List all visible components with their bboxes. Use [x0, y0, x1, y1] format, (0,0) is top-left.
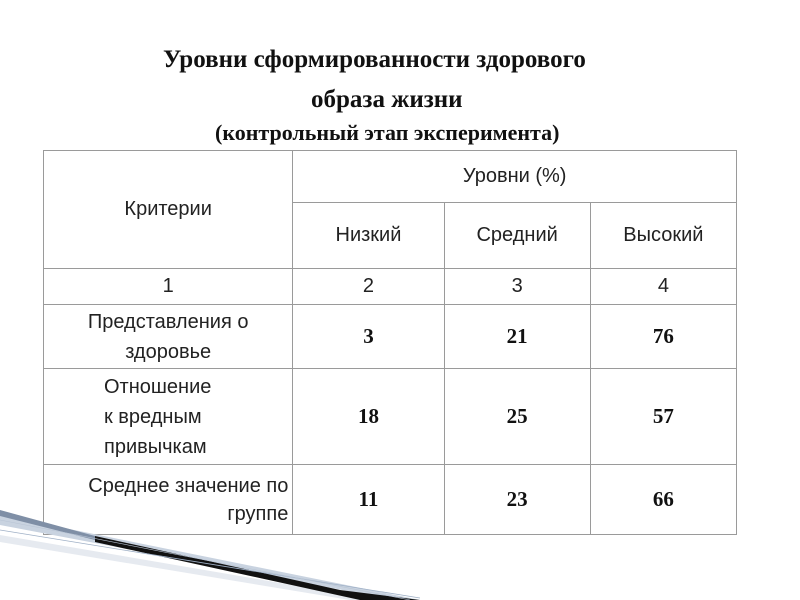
table-row — [44, 305, 737, 369]
criteria-header: Критерии — [44, 151, 293, 269]
column-number: 4 — [590, 269, 736, 305]
swoosh-line — [0, 520, 410, 600]
row-label-line: к вредным — [104, 405, 202, 428]
value-high: 66 — [590, 465, 736, 535]
column-number-row — [44, 269, 737, 305]
level-name-low: Низкий — [293, 203, 444, 269]
row-label-line: здоровье — [125, 340, 212, 363]
row-label — [44, 369, 293, 465]
swoosh-line — [0, 530, 420, 598]
row-label-line: Среднее значение по — [88, 474, 289, 497]
value-low: 3 — [293, 305, 444, 369]
levels-header: Уровни (%) — [293, 151, 737, 203]
level-name-medium: Средний — [444, 203, 590, 269]
column-number: 3 — [444, 269, 590, 305]
table-row — [44, 369, 737, 465]
value-high: 57 — [590, 369, 736, 465]
header-row-levels — [44, 151, 737, 203]
row-label-line: привычкам — [104, 435, 207, 458]
decorative-swoosh — [0, 480, 420, 600]
value-medium: 21 — [444, 305, 590, 369]
row-label-line: Отношение — [104, 375, 212, 398]
subtitle: (контрольный этап эксперимента) — [215, 120, 560, 145]
title-line-2: образа жизни — [311, 86, 463, 113]
value-low: 11 — [293, 465, 444, 535]
value-low: 18 — [293, 369, 444, 465]
title-line-1: Уровни сформированности здорового — [163, 46, 586, 73]
value-medium: 23 — [444, 465, 590, 535]
value-medium: 25 — [444, 369, 590, 465]
column-number: 1 — [44, 269, 293, 305]
row-label — [44, 305, 293, 369]
levels-table — [43, 150, 737, 535]
value-high: 76 — [590, 305, 736, 369]
row-label-line: группе — [227, 502, 289, 525]
column-number: 2 — [293, 269, 444, 305]
level-name-high: Высокий — [590, 203, 736, 269]
row-label-line: Представления о — [87, 310, 249, 333]
